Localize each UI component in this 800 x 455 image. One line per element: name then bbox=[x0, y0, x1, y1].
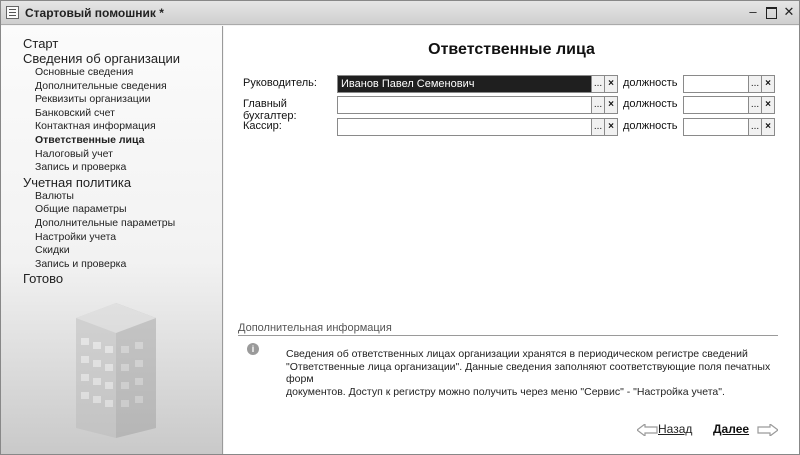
info-text-line: "Ответственные лица организации". Данные сведения заполняют соответствующие поля печатных форм bbox=[286, 360, 771, 385]
cashier-position-clear-button[interactable]: × bbox=[762, 118, 775, 136]
arrow-right-icon bbox=[756, 424, 778, 436]
cashier-label: Кассир: bbox=[243, 120, 282, 132]
director-label: Руководитель: bbox=[243, 77, 317, 89]
info-section-title: Дополнительная информация bbox=[238, 322, 392, 334]
director-position-clear-button[interactable]: × bbox=[762, 75, 775, 93]
nav-item-4[interactable]: Реквизиты организации bbox=[35, 93, 151, 106]
director-position-select-button[interactable]: ... bbox=[749, 75, 762, 93]
nav-item-3[interactable]: Дополнительные сведения bbox=[35, 79, 167, 92]
nav-item-9[interactable]: Запись и проверка bbox=[35, 161, 127, 174]
navigation-panel bbox=[1, 26, 223, 454]
chief-accountant-select-button[interactable]: ... bbox=[592, 96, 605, 114]
nav-item-15[interactable]: Скидки bbox=[35, 244, 70, 257]
nav-item-11[interactable]: Валюты bbox=[35, 189, 74, 202]
back-button-label: Назад bbox=[658, 422, 693, 436]
cashier-clear-button[interactable]: × bbox=[605, 118, 618, 136]
cashier-position-select-button[interactable]: ... bbox=[749, 118, 762, 136]
title-bar bbox=[1, 1, 799, 25]
cashier-select-button[interactable]: ... bbox=[592, 118, 605, 136]
wizard-steps bbox=[1, 36, 223, 286]
window-title: Стартовый помошник * bbox=[25, 6, 164, 20]
nav-item-6[interactable]: Контактная информация bbox=[35, 120, 156, 133]
nav-item-8[interactable]: Налоговый учет bbox=[35, 147, 113, 160]
maximize-icon[interactable] bbox=[763, 4, 779, 20]
arrow-left-icon bbox=[637, 424, 659, 436]
nav-section-1[interactable]: Сведения об организации bbox=[23, 51, 181, 66]
chief-accountant-field[interactable] bbox=[337, 96, 592, 114]
director-position-label: должность bbox=[623, 77, 678, 89]
nav-item-5[interactable]: Банковский счет bbox=[35, 106, 115, 119]
content-area bbox=[224, 26, 799, 454]
info-text-line: Сведения об ответственных лицах организации хранятся в периодическом регистре сведений bbox=[286, 348, 748, 360]
nav-item-14[interactable]: Настройки учета bbox=[35, 230, 117, 243]
chief-accountant-clear-button[interactable]: × bbox=[605, 96, 618, 114]
director-position-field[interactable] bbox=[683, 75, 749, 93]
chief-accountant-position-clear-button[interactable]: × bbox=[762, 96, 775, 114]
building-illustration bbox=[61, 288, 171, 438]
app-icon bbox=[6, 6, 19, 19]
nav-section-10[interactable]: Учетная политика bbox=[23, 174, 132, 190]
chief-accountant-position-label: должность bbox=[623, 98, 678, 110]
chief-accountant-position-select-button[interactable]: ... bbox=[749, 96, 762, 114]
nav-item-12[interactable]: Общие параметры bbox=[35, 203, 127, 216]
director-select-button[interactable]: ... bbox=[592, 75, 605, 93]
next-button-label: Далее bbox=[713, 422, 750, 436]
page-title: Ответственные лица bbox=[428, 41, 595, 58]
info-icon: i bbox=[247, 343, 259, 355]
minimize-icon[interactable]: ‒ bbox=[749, 4, 757, 19]
nav-item-2[interactable]: Основные сведения bbox=[35, 66, 134, 78]
cashier-position-field[interactable] bbox=[683, 118, 749, 136]
chief-accountant-label: Главный бухгалтер: bbox=[243, 98, 297, 122]
info-text bbox=[286, 348, 776, 398]
info-divider bbox=[238, 335, 778, 336]
nav-item-13[interactable]: Дополнительные параметры bbox=[35, 216, 176, 229]
cashier-position-label: должность bbox=[623, 120, 678, 132]
nav-item-7[interactable]: Ответственные лица bbox=[35, 133, 145, 146]
nav-section-17[interactable]: Готово bbox=[23, 271, 64, 287]
nav-section-0[interactable]: Старт bbox=[23, 36, 59, 51]
cashier-field[interactable] bbox=[337, 118, 592, 136]
info-text-line: документов. Доступ к регистру можно получить через меню "Сервис" - "Настройка учета". bbox=[286, 385, 725, 398]
nav-item-16[interactable]: Запись и проверка bbox=[35, 257, 127, 270]
close-icon[interactable]: ✕ bbox=[783, 4, 795, 19]
director-clear-button[interactable]: × bbox=[605, 75, 618, 93]
chief-accountant-position-field[interactable] bbox=[683, 96, 749, 114]
director-field[interactable]: Иванов Павел Семенович bbox=[337, 75, 592, 93]
